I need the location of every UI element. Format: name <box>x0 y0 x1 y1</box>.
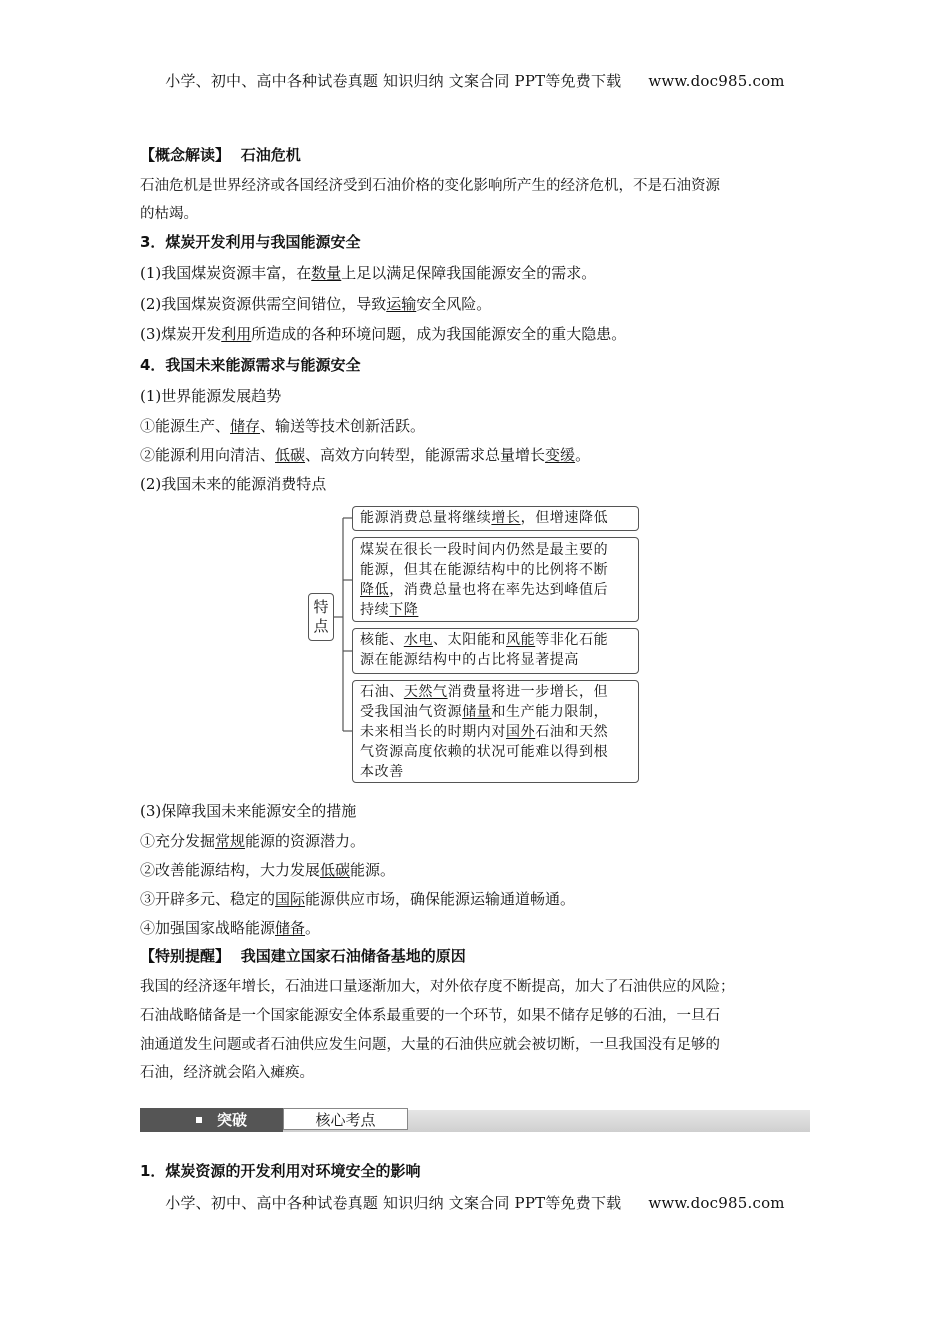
measure-3: ③开辟多元、稳定的国际能源供应市场，确保能源运输通道畅通。 <box>140 890 576 908</box>
feature-label-box: 特 点 <box>308 593 334 641</box>
header-text: 小学、初中、高中各种试卷真题 知识归纳 文案合同 PPT等免费下载 <box>165 72 622 90</box>
measure-1: ①充分发掘常规能源的资源潜力。 <box>140 832 366 850</box>
section-3-p3: (3)煤炭开发利用所造成的各种环境问题，成为我国能源安全的重大隐患。 <box>140 325 627 343</box>
section-4-sub2: (2)我国未来的能源消费特点 <box>140 475 327 493</box>
reminder-heading <box>140 945 466 966</box>
measure-2: ②改善能源结构，大力发展低碳能源。 <box>140 861 396 879</box>
section-4-title: 4．我国未来能源需求与能源安全 <box>140 356 361 374</box>
concept-title: 石油危机 <box>240 146 301 164</box>
reminder-title: 我国建立国家石油储备基地的原因 <box>240 947 466 965</box>
banner-right: 核心考点 <box>283 1108 408 1130</box>
section-3-p2: (2)我国煤炭资源供需空间错位，导致运输安全风险。 <box>140 295 492 313</box>
feature-box-3: 核能、水电、太阳能和风能等非化石能 源在能源结构中的占比将显著提高 <box>352 628 639 674</box>
measure-4: ④加强国家战略能源储备。 <box>140 919 321 937</box>
reminder-line-1: 我国的经济逐年增长，石油进口量逐渐加大，对外依存度不断提高，加大了石油供应的风险； <box>140 979 735 995</box>
section-4-sub1: (1)世界能源发展趋势 <box>140 387 282 405</box>
footer-text: 小学、初中、高中各种试卷真题 知识归纳 文案合同 PPT等免费下载 <box>165 1194 622 1212</box>
banner-square-icon <box>196 1117 202 1123</box>
feature-box-4: 石油、天然气消费量将进一步增长，但 受我国油气资源储量和生产能力限制， 未来相当长的时期内对国外石油和天然 气资源高度依赖的状况可能难以得到根 本改善 <box>352 680 639 783</box>
reminder-line-3: 油通道发生问题或者石油供应发生问题，大量的石油供应就会被切断，一旦我国没有足够的 <box>140 1037 720 1053</box>
trend-item-1: ①能源生产、储存、输送等技术创新活跃。 <box>140 417 426 435</box>
footer-url[interactable]: www.doc985.com <box>648 1194 785 1212</box>
concept-line-2: 的枯竭。 <box>140 206 198 222</box>
trend-item-2: ②能源利用向清洁、低碳、高效方向转型，能源需求总量增长变缓。 <box>140 446 591 464</box>
reminder-tag: 【特别提醒】 <box>140 947 231 965</box>
reminder-line-4: 石油，经济就会陷入瘫痪。 <box>140 1065 314 1081</box>
section-banner <box>140 1106 810 1132</box>
next-section-title: 1．煤炭资源的开发利用对环境安全的影响 <box>140 1162 421 1180</box>
section-3-title: 3．煤炭开发利用与我国能源安全 <box>140 233 361 251</box>
feature-box-2: 煤炭在很长一段时间内仍然是最主要的 能源，但其在能源结构中的比例将不断 降低，消费总量也将在率先达到峰值后 持续下降 <box>352 537 639 622</box>
concept-line-1: 石油危机是世界经济或各国经济受到石油价格的变化影响所产生的经济危机，不是石油资源 <box>140 178 720 194</box>
concept-tag: 【概念解读】 <box>140 146 231 164</box>
feature-box-1: 能源消费总量将继续增长，但增速降低 <box>352 506 639 531</box>
header-url[interactable]: www.doc985.com <box>648 72 785 90</box>
banner-left: 突破 <box>140 1108 283 1132</box>
page-footer <box>0 1192 950 1213</box>
section-3-p1: (1)我国煤炭资源丰富，在数量上足以满足保障我国能源安全的需求。 <box>140 264 597 282</box>
section-4-sub3: (3)保障我国未来能源安全的措施 <box>140 802 357 820</box>
reminder-line-2: 石油战略储备是一个国家能源安全体系最重要的一个环节，如果不储存足够的石油，一旦石 <box>140 1008 720 1024</box>
